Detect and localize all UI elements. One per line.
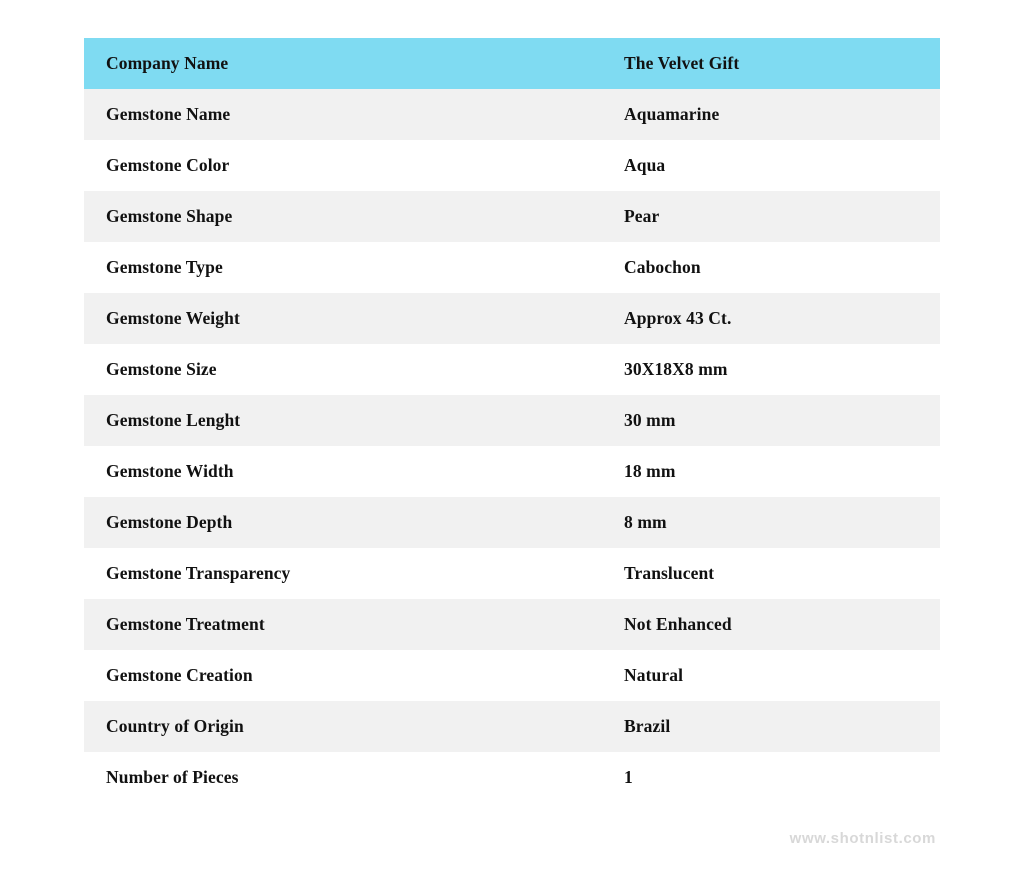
table-cell-label: Gemstone Name [84,89,602,140]
table-row [84,344,940,395]
table-cell-label: Country of Origin [84,701,602,752]
table-row [84,191,940,242]
table-row [84,650,940,701]
table-cell-value: 30 mm [602,395,940,446]
table-cell-value: Aquamarine [602,89,940,140]
table-cell-value: Aqua [602,140,940,191]
table-cell-label: Gemstone Treatment [84,599,602,650]
table-cell-label: Gemstone Type [84,242,602,293]
table-cell-value: Brazil [602,701,940,752]
table-cell-value: 8 mm [602,497,940,548]
table-cell-value: Natural [602,650,940,701]
table-cell-label: Gemstone Creation [84,650,602,701]
table-cell-label: Gemstone Size [84,344,602,395]
table-cell-value: Pear [602,191,940,242]
table-cell-label: Gemstone Lenght [84,395,602,446]
table-row [84,242,940,293]
table-cell-label: Company Name [84,38,602,89]
table-cell-value: Cabochon [602,242,940,293]
table-cell-label: Gemstone Width [84,446,602,497]
table-row [84,89,940,140]
table-cell-label: Gemstone Depth [84,497,602,548]
table-row [84,497,940,548]
table-cell-label: Gemstone Color [84,140,602,191]
table-row [84,701,940,752]
table-cell-value: 30X18X8 mm [602,344,940,395]
table-cell-label: Number of Pieces [84,752,602,803]
table-row [84,599,940,650]
table-row [84,38,940,89]
table-row [84,752,940,803]
table-row [84,548,940,599]
table-row [84,293,940,344]
gemstone-spec-table [84,38,940,803]
table-row [84,446,940,497]
spec-table-body [84,38,940,803]
table-cell-value: Translucent [602,548,940,599]
table-cell-label: Gemstone Transparency [84,548,602,599]
table-cell-value: Not Enhanced [602,599,940,650]
table-cell-label: Gemstone Weight [84,293,602,344]
table-row [84,140,940,191]
table-cell-label: Gemstone Shape [84,191,602,242]
table-cell-value: 1 [602,752,940,803]
watermark: www.shotnlist.com [789,830,936,847]
table-row [84,395,940,446]
table-cell-value: 18 mm [602,446,940,497]
table-cell-value: The Velvet Gift [602,38,940,89]
table-cell-value: Approx 43 Ct. [602,293,940,344]
